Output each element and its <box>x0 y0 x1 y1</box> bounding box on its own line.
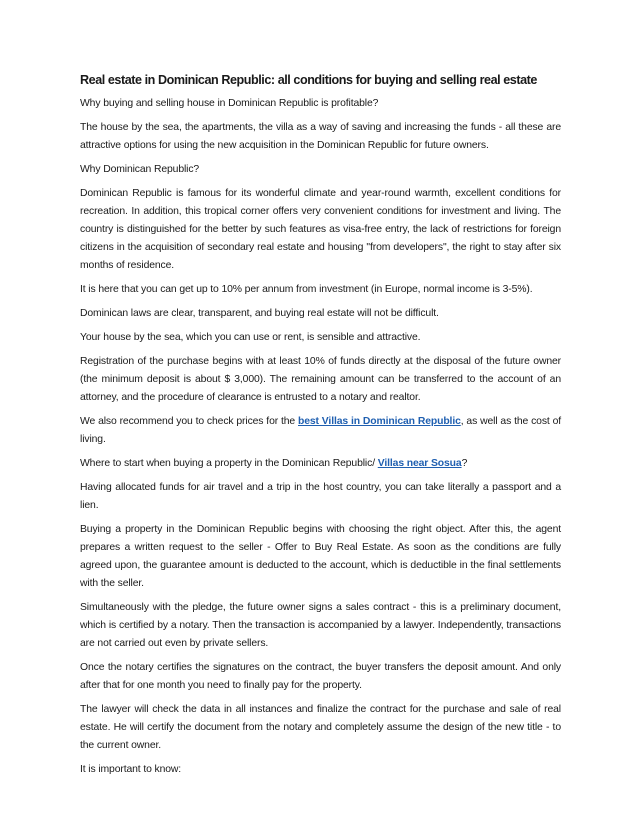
paragraph-notary: Once the notary certifies the signatures on the contract, the buyer transfers the deposit amount. And only after that for one month you need to finally pay for the property. <box>80 662 561 691</box>
paragraph-laws: Dominican laws are clear, transparent, and buying real estate will not be difficult. <box>80 308 439 319</box>
paragraph-why-profitable: Why buying and selling house in Dominican Republic is profitable? <box>80 98 379 109</box>
paragraph-check-prices-tail: , as well as the cost of living. <box>80 416 562 445</box>
paragraph-attractive-options: The house by the sea, the apartments, the villa as a way of saving and increasing the funds - all these are attractive options for using the new acquisition in the Dominican Republic for future owners. <box>80 122 561 151</box>
paragraph-house-by-sea: Your house by the sea, which you can use or rent, is sensible and attractive. <box>80 332 421 343</box>
paragraph-allocated-funds: Having allocated funds for air travel and a trip in the host country, you can take literally a passport and a lien. <box>80 482 561 511</box>
paragraph-lawyer: The lawyer will check the data in all instances and finalize the contract for the purchase and sale of real estate. He will certify the document from the notary and completely assume the design of the new title - to the current owner. <box>80 704 561 751</box>
paragraph-choosing-object: Buying a property in the Dominican Republic begins with choosing the right object. After this, the agent prepares a written request to the seller - Offer to Buy Real Estate. As soon as the conditions are fully agreed upon, the guarantee amount is deducted to the account, which is deductible in the final settlements with the seller. <box>80 524 561 589</box>
paragraph-where-to-start-text: Where to start when buying a property in the Dominican Republic/ <box>80 458 378 469</box>
paragraph-check-prices <box>80 413 561 449</box>
best-villas-link[interactable]: best Villas in Dominican Republic <box>298 416 461 427</box>
paragraph-registration: Registration of the purchase begins with at least 10% of funds directly at the disposal of the future owner (the minimum deposit is about $ 3,000). The remaining amount can be transferred to the account of an attorney, and the procedure of clearance is entrusted to a notary and realtor. <box>80 356 561 403</box>
page-title: Real estate in Dominican Republic: all conditions for buying and selling real estate <box>80 73 537 87</box>
paragraph-income: It is here that you can get up to 10% per annum from investment (in Europe, normal income is 3-5%). <box>80 284 533 295</box>
paragraph-where-to-start-tail: ? <box>461 458 468 469</box>
villas-near-sosua-link[interactable]: Villas near Sosua <box>377 458 462 469</box>
paragraph-check-prices-text: We also recommend you to check prices for the <box>80 416 298 427</box>
paragraph-pledge: Simultaneously with the pledge, the future owner signs a sales contract - this is a preliminary document, which is certified by a notary. Then the transaction is accompanied by a lawyer. Independently, transactions are not carried out even by private sellers. <box>80 602 561 649</box>
paragraph-where-to-start <box>80 455 561 473</box>
paragraph-climate: Dominican Republic is famous for its wonderful climate and year-round warmth, excellent conditions for recreation. In addition, this tropical corner offers very convenient conditions for investment and living. The country is distinguished for the better by such features as visa-free entry, the lack of restrictions for foreign citizens in the acquisition of secondary real estate and housing "from developers", the right to stay after six months of residence. <box>80 188 561 271</box>
paragraph-why-dominican: Why Dominican Republic? <box>80 164 200 175</box>
paragraph-important: It is important to know: <box>80 764 182 775</box>
document-page <box>80 71 561 785</box>
